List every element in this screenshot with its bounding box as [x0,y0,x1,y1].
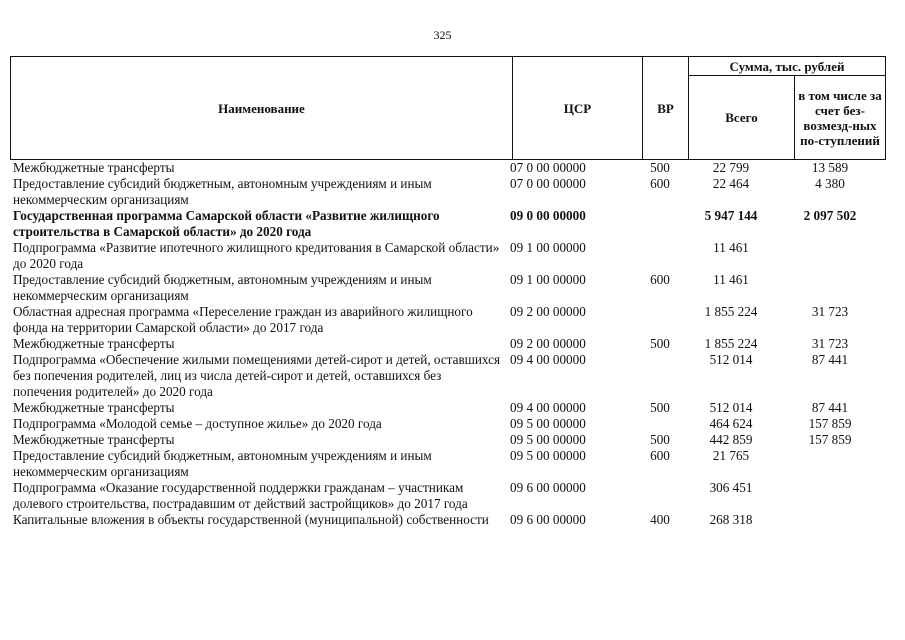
table-row [10,432,886,448]
row-including: 157 859 [808,432,852,447]
header-sum: Сумма, тыс. рублей [729,58,845,74]
row-csr: 09 4 00 00000 [510,352,586,367]
row-vr: 600 [650,272,670,287]
header-name: Наименование [218,100,305,116]
row-name: Межбюджетные трансферты [13,432,175,447]
row-csr: 07 0 00 00000 [510,160,586,175]
table-row [10,448,886,480]
row-vr: 500 [650,432,670,447]
row-name: Подпрограмма «Обеспечение жилыми помещениями детей-сирот и детей, оставшихся без попечения родителей, лиц из числа детей-сирот и детей, оставшихся без попечения родителей» до 2020 года [13,352,501,399]
row-name: Предоставление субсидий бюджетным, автономным учреждениям и иным некоммерческим организациям [13,448,432,479]
row-including [774,480,886,512]
row-csr: 09 2 00 00000 [510,304,586,319]
table-row [10,480,886,512]
row-vr [632,240,688,272]
row-total: 306 451 [709,480,753,495]
row-including: 13 589 [811,160,849,175]
row-csr: 09 2 00 00000 [510,336,586,351]
row-vr [632,352,688,400]
row-vr [632,416,688,432]
row-including: 157 859 [808,416,852,431]
row-including: 4 380 [815,176,845,191]
row-total: 21 765 [712,448,750,463]
page-number: 325 [433,28,452,42]
row-name: Межбюджетные трансферты [13,160,175,175]
row-name: Межбюджетные трансферты [13,400,175,415]
row-csr: 09 5 00 00000 [510,416,586,431]
row-total: 464 624 [709,416,753,431]
header-csr: ЦСР [563,100,592,116]
row-csr: 09 5 00 00000 [510,448,586,463]
row-total: 11 461 [713,240,749,255]
row-including: 31 723 [811,304,849,319]
row-csr: 09 6 00 00000 [510,512,586,527]
row-name: Предоставление субсидий бюджетным, автономным учреждениям и иным некоммерческим организациям [13,176,432,207]
row-name: Подпрограмма «Развитие ипотечного жилищного кредитования в Самарской области» до 2020 года [13,240,500,271]
row-total: 268 318 [709,512,753,527]
table-row [10,336,886,352]
table-row [10,272,886,304]
table-row [10,352,886,400]
row-vr: 500 [650,336,670,351]
row-including [774,240,886,272]
row-total: 512 014 [709,352,753,367]
row-vr: 600 [650,448,670,463]
row-vr [632,304,688,336]
row-csr: 09 1 00 00000 [510,240,586,255]
row-vr: 600 [650,176,670,191]
row-name: Областная адресная программа «Переселение граждан из аварийного жилищного фонда на территории Самарской области» до 2017 года [13,304,473,335]
row-total: 1 855 224 [704,304,758,319]
row-including [774,512,886,528]
table-row [10,176,886,208]
table-row [10,512,886,528]
header-total: Всего [725,110,758,125]
row-vr [632,208,688,240]
row-vr: 500 [650,400,670,415]
row-vr: 400 [650,512,670,527]
row-csr: 09 4 00 00000 [510,400,586,415]
row-total: 1 855 224 [704,336,758,351]
row-including: 87 441 [811,352,849,367]
header-including: в том числе за счет без-возмезд-ных по-ступлений [798,87,882,148]
row-total: 442 859 [709,432,753,447]
row-name: Капитальные вложения в объекты государственной (муниципальной) собственности [13,512,489,527]
row-including [774,448,886,480]
table-row [10,304,886,336]
row-total: 22 464 [712,176,750,191]
row-csr: 09 6 00 00000 [510,480,586,495]
row-total: 11 461 [713,272,749,287]
row-including [774,272,886,304]
row-vr: 500 [650,160,670,175]
table-row [10,240,886,272]
row-vr [632,480,688,512]
row-total: 512 014 [709,400,753,415]
row-name: Подпрограмма «Оказание государственной поддержки гражданам – участникам долевого строительства, пострадавшим от действий застройщиков» до 2017 года [13,480,468,511]
row-including: 87 441 [811,400,849,415]
row-csr: 07 0 00 00000 [510,176,586,191]
row-name: Подпрограмма «Молодой семье – доступное жилье» до 2020 года [13,416,382,431]
row-total: 5 947 144 [704,208,758,223]
row-name: Межбюджетные трансферты [13,336,175,351]
table-body [10,160,886,528]
row-csr: 09 5 00 00000 [510,432,586,447]
table-row [10,416,886,432]
header-vr: ВР [657,100,674,116]
row-name: Предоставление субсидий бюджетным, автономным учреждениям и иным некоммерческим организациям [13,272,432,303]
row-including: 2 097 502 [803,208,857,223]
table-row [10,400,886,416]
row-csr: 09 1 00 00000 [510,272,586,287]
row-including: 31 723 [811,336,849,351]
row-name: Государственная программа Самарской области «Развитие жилищного строительства в Самарской области» до 2020 года [13,208,440,239]
table-row [10,160,886,176]
table-header [10,56,886,160]
table-row [10,208,886,240]
row-csr: 09 0 00 00000 [510,208,586,223]
row-total: 22 799 [712,160,750,175]
